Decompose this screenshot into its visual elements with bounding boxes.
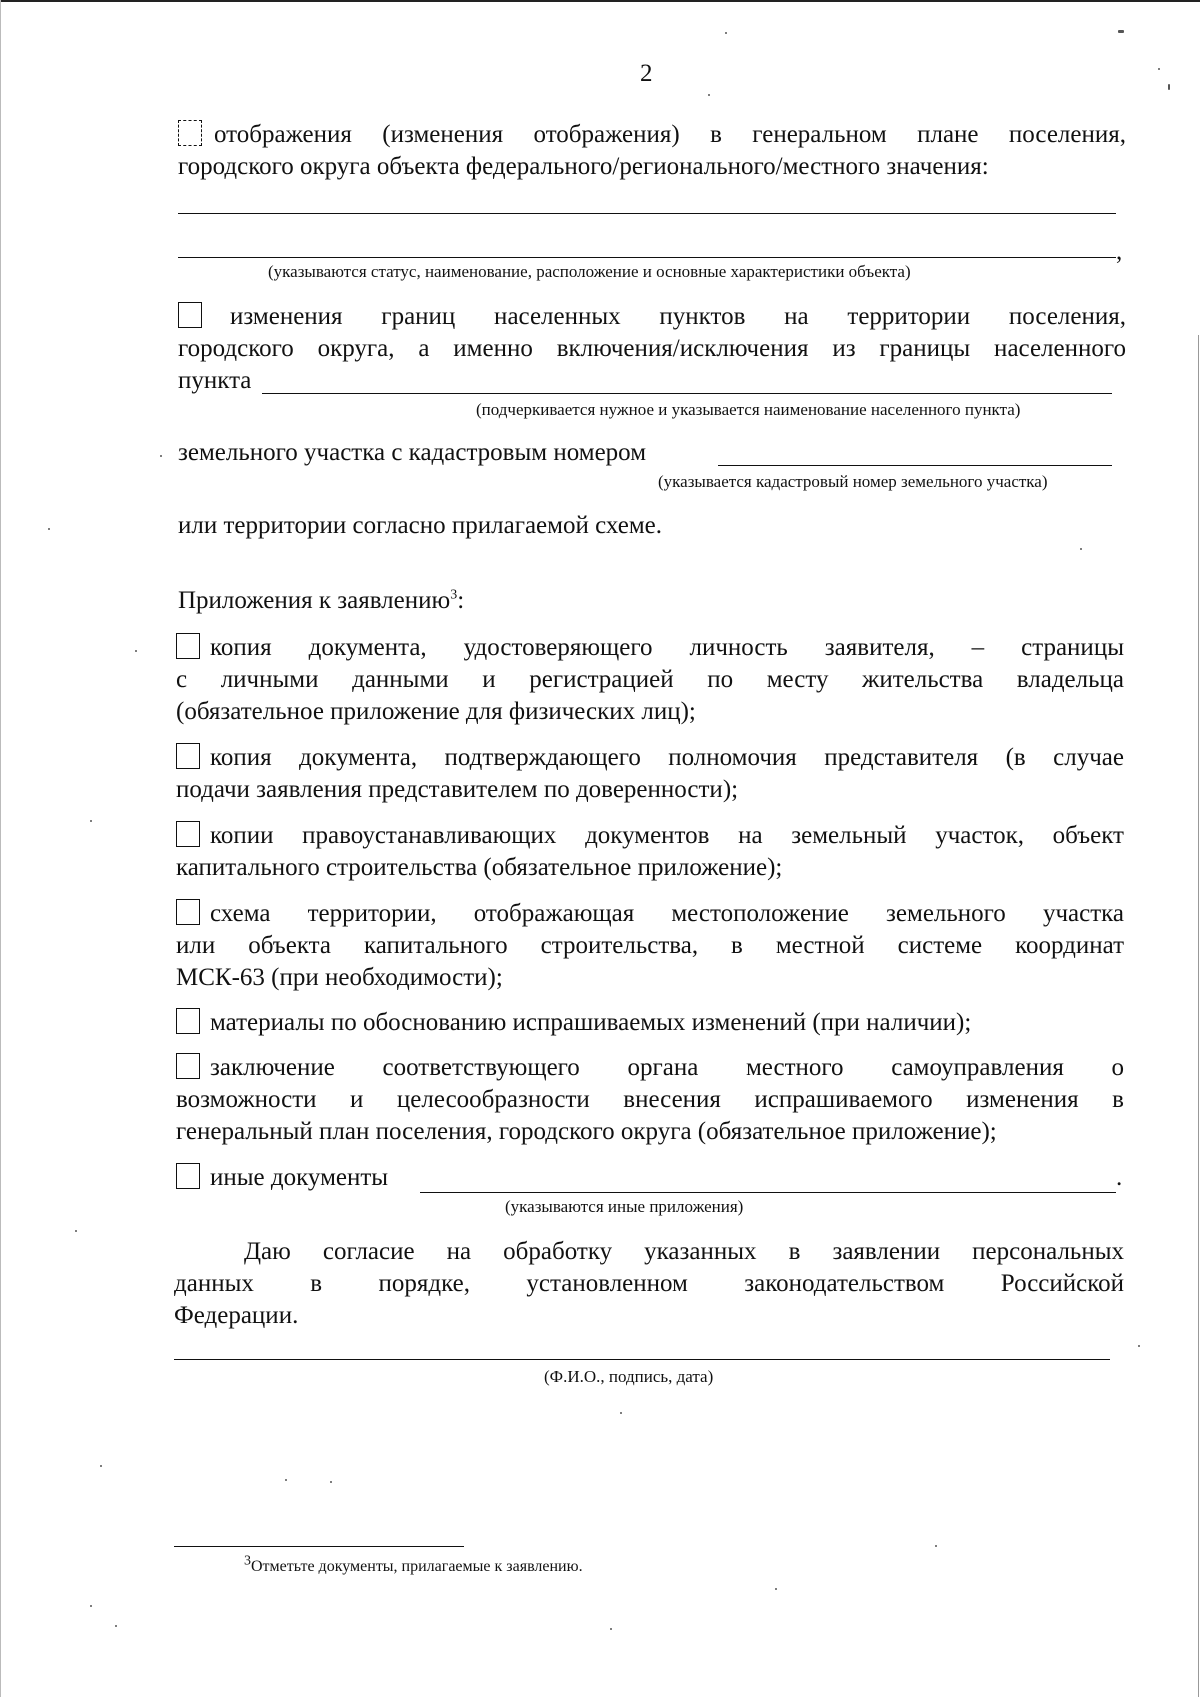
attachment-scheme-line3: МСК-63 (при необходимости);: [176, 964, 503, 991]
scan-speck: [135, 650, 137, 652]
map-object-caption: (указываются статус, наименование, расположение и основные характеристики объекта): [268, 262, 911, 281]
footnote-text: Отметьте документы, прилагаемые к заявлению.: [251, 1558, 583, 1575]
footnote-separator: [174, 1546, 464, 1547]
attachment-conclusion-line3: генеральный план поселения, городского округа (обязательное приложение);: [176, 1118, 997, 1145]
attachment-justification-line1: материалы по обоснованию испрашиваемых изменений (при наличии);: [210, 1009, 972, 1036]
checkbox-map-display[interactable]: [178, 120, 202, 146]
consent-line1: Даю согласие на обработку указанных в заявлении персональных: [244, 1238, 1124, 1265]
scan-speck: [1118, 30, 1124, 33]
attachment-title-docs-line2: капитального строительства (обязательное приложение);: [176, 854, 783, 881]
attachments-heading-text: Приложения к заявлению: [178, 587, 451, 614]
land-plot-label: земельного участка с кадастровым номером: [178, 439, 647, 466]
scan-speck: [775, 1588, 777, 1590]
scan-speck: [708, 94, 710, 96]
attachments-heading: [178, 585, 464, 617]
scan-speck: [100, 1465, 102, 1467]
attachment-identity-line3: (обязательное приложение для физических лиц);: [176, 698, 696, 725]
consent-line3: Федерации.: [174, 1302, 299, 1329]
territory-scheme-text: или территории согласно прилагаемой схеме.: [178, 512, 662, 539]
scan-speck: [90, 1605, 92, 1607]
scan-speck: [620, 1412, 622, 1414]
attachment-authority-line2: подачи заявления представителем по доверенности);: [176, 776, 739, 803]
checkbox-attachment-title-docs[interactable]: [176, 821, 200, 847]
checkbox-attachment-scheme[interactable]: [176, 899, 200, 925]
signature-caption: (Ф.И.О., подпись, дата): [544, 1367, 714, 1386]
map-display-line2: городского округа объекта федерального/регионального/местного значения:: [178, 153, 989, 180]
consent-line2: данных в порядке, установленном законодательством Российской: [174, 1270, 1124, 1297]
attachment-authority-line1: копия документа, подтверждающего полномочия представителя (в случае: [210, 744, 1124, 771]
scan-right-edge: [1198, 335, 1199, 1697]
attachment-identity-line2: с личными данными и регистрацией по месту жительства владельца: [176, 666, 1124, 693]
signature-input-line[interactable]: [174, 1359, 1110, 1360]
scan-speck: [330, 1481, 332, 1483]
scan-speck: [935, 1545, 937, 1547]
checkbox-attachment-other[interactable]: [176, 1163, 200, 1189]
other-documents-end-mark: .: [1116, 1164, 1123, 1191]
attachment-title-docs-line1: копии правоустанавливающих документов на земельный участок, объект: [210, 822, 1124, 849]
scan-speck: [115, 1625, 117, 1627]
attachment-conclusion-line2: возможности и целесообразности внесения испрашиваемого изменения в: [176, 1086, 1124, 1113]
settlement-borders-line2: городского округа, а именно включения/исключения из границы населенного: [178, 335, 1126, 362]
footnote: [244, 1553, 583, 1577]
attachment-identity-line1: копия документа, удостоверяющего личность заявителя, – страницы: [210, 634, 1124, 661]
cadastral-number-input-line[interactable]: [718, 465, 1112, 466]
footnote-number: 3: [244, 1553, 251, 1569]
scan-speck: [1080, 548, 1082, 550]
checkbox-settlement-borders[interactable]: [178, 302, 202, 328]
checkbox-attachment-authority[interactable]: [176, 743, 200, 769]
settlement-name-input-line[interactable]: [262, 393, 1112, 394]
scan-speck: [725, 32, 727, 34]
checkbox-attachment-conclusion[interactable]: [176, 1053, 200, 1079]
cadastral-number-caption: (указывается кадастровый номер земельного участка): [658, 472, 1048, 491]
map-display-line1: отображения (изменения отображения) в генеральном плане поселения,: [214, 121, 1126, 148]
attachment-scheme-line1: схема территории, отображающая местоположение земельного участка: [210, 900, 1124, 927]
other-documents-label: иные документы: [210, 1164, 389, 1191]
map-object-input-line2[interactable]: [178, 257, 1116, 258]
settlement-borders-line3: пункта: [178, 367, 252, 394]
scan-speck: [48, 528, 50, 530]
scan-top-edge: [0, 0, 1200, 2]
settlement-borders-line1: изменения границ населенных пунктов на территории поселения,: [230, 303, 1126, 330]
map-line-end-mark: ,: [1116, 238, 1123, 265]
map-object-input-line1[interactable]: [178, 213, 1116, 214]
settlement-name-caption: (подчеркивается нужное и указывается наименование населенного пункта): [476, 400, 1021, 419]
other-documents-caption: (указываются иные приложения): [505, 1197, 744, 1216]
attachments-footnote-ref: 3: [450, 587, 458, 603]
scan-speck: [610, 1628, 612, 1630]
scan-speck: [160, 455, 162, 457]
scan-speck: [75, 1230, 77, 1232]
attachment-scheme-line2: или объекта капитального строительства, в местной системе координат: [176, 932, 1124, 959]
scan-speck: [1158, 68, 1160, 70]
other-documents-input-line[interactable]: [420, 1192, 1116, 1193]
scan-speck: [1168, 84, 1170, 90]
page-number: 2: [640, 60, 653, 87]
scan-speck: [90, 820, 92, 822]
attachments-heading-colon: :: [457, 587, 465, 614]
attachment-conclusion-line1: заключение соответствующего органа местного самоуправления о: [210, 1054, 1124, 1081]
scan-speck: [1138, 1345, 1140, 1347]
checkbox-attachment-identity[interactable]: [176, 633, 200, 659]
scan-speck: [285, 1479, 287, 1481]
checkbox-attachment-justification[interactable]: [176, 1008, 200, 1034]
scan-left-edge: [0, 0, 1, 1697]
